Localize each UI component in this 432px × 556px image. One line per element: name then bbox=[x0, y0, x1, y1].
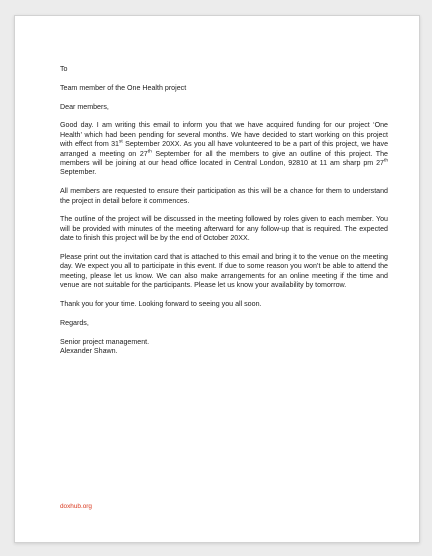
paragraph-funding bbox=[60, 121, 388, 177]
letter-salutation: Dear members, bbox=[60, 102, 109, 111]
paragraph-funding-part-4: September. bbox=[60, 168, 97, 177]
paragraph-invitation: Please print out the invitation card that is attached to this email and bring it to the venue on the meeting day. We expect you all to participate in this event. If due to some reason you won’t be able to attend the meeting, please let us know. We can also make arrangements for an online meeting if the time and venue are not suitable for the participants. Please let us know your availability by tomorrow. bbox=[60, 253, 388, 290]
document-page bbox=[14, 15, 420, 543]
ordinal-suffix: st bbox=[119, 139, 123, 145]
ordinal-suffix: th bbox=[147, 149, 152, 155]
paragraph-funding-part-2: September 20XX. As you all have volunteered to be a part of this project, we have arranged a meeting on 27 bbox=[60, 140, 389, 158]
paragraph-funding-part-1: Good day. I am writing this email to inform you that we have acquired funding for our project ‘One Health’ which had been pending for several months. We have decided to start working on this project with effect from 31 bbox=[60, 121, 388, 149]
signature-block bbox=[60, 338, 388, 357]
signature-name: Alexander Shawn. bbox=[60, 347, 118, 356]
letter-recipient: Team member of the One Health project bbox=[60, 83, 187, 92]
letter-closing: Regards, bbox=[60, 318, 89, 327]
ordinal-suffix: th bbox=[383, 158, 388, 164]
footer-site-link[interactable]: doxhub.org bbox=[60, 503, 92, 510]
paragraph-outline: The outline of the project will be discussed in the meeting followed by roles given to each member. You will be provided with minutes of the meeting afterward for any follow-up that is required. The expected date to finish this project will be by the end of October 20XX. bbox=[60, 215, 388, 243]
paragraph-participation: All members are requested to ensure their participation as this will be a chance for them to understand the project in detail before it commences. bbox=[60, 187, 388, 205]
paragraph-thanks: Thank you for your time. Looking forward to seeing you all soon. bbox=[60, 300, 262, 309]
signature-title: Senior project management. bbox=[60, 337, 150, 346]
letter-body bbox=[60, 65, 388, 356]
letter-to: To bbox=[60, 65, 68, 73]
paragraph-funding-part-3: September for all the members to give an outline of this project. The members will be joining at our head office located in Central London, 92810 at 11 am sharp pm 27 bbox=[60, 149, 388, 168]
